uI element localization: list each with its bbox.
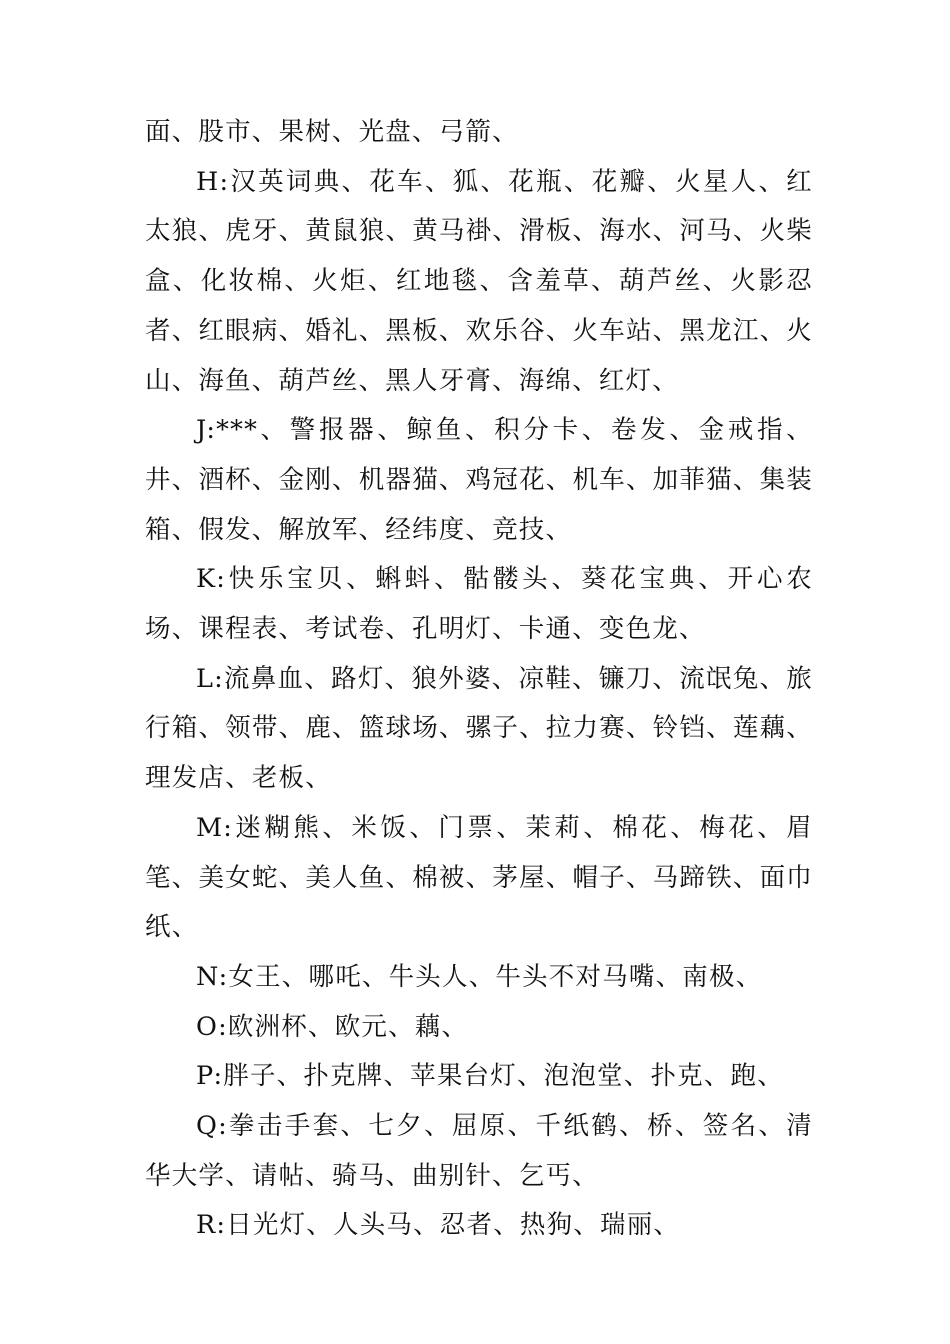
paragraph-letter-r: R:日光灯、人头马、忍者、热狗、瑞丽、	[196, 1210, 681, 1241]
document-body	[145, 108, 813, 1251]
paragraph-letter-n: N:女王、哪吒、牛头人、牛头不对马嘴、南极、	[196, 961, 763, 992]
paragraph-letter-o: O:欧洲杯、欧元、藕、	[196, 1011, 469, 1042]
paragraph-letter-j: J:***、警报器、鲸鱼、积分卡、卷发、金戒指、井、酒杯、金刚、机器猫、鸡冠花、机车、加菲猫、集装箱、假发、解放军、经纬度、竞技、	[145, 415, 813, 545]
paragraph-letter-k: K:快乐宝贝、蝌蚪、骷髅头、葵花宝典、开心农场、课程表、考试卷、孔明灯、卡通、变色龙、	[145, 564, 813, 645]
paragraph-letter-l: L:流鼻血、路灯、狼外婆、凉鞋、镰刀、流氓兔、旅行箱、领带、鹿、篮球场、骡子、拉力赛、铃铛、莲藕、理发店、老板、	[145, 663, 813, 794]
paragraph-letter-h: H:汉英词典、花车、狐、花瓶、花瓣、火星人、红太狼、虎牙、黄鼠狼、黄马褂、滑板、海水、河马、火柴盒、化妆棉、火炬、红地毯、含羞草、葫芦丝、火影忍者、红眼病、婚礼、黑板、欢乐谷、火车站、黑龙江、火山、海鱼、葫芦丝、黑人牙膏、海绵、红灯、	[145, 166, 813, 396]
paragraph-continuation: 面、股市、果树、光盘、弓箭、	[145, 117, 519, 147]
paragraph-letter-p: P:胖子、扑克牌、苹果台灯、泡泡堂、扑克、跑、	[196, 1061, 784, 1092]
paragraph-letter-m: M:迷糊熊、米饭、门票、茉莉、棉花、梅花、眉笔、美女蛇、美人鱼、棉被、茅屋、帽子、马蹄铁、面巾纸、	[145, 812, 813, 943]
paragraph-letter-q: Q:拳击手套、七夕、屈原、千纸鹤、桥、签名、清华大学、请帖、骑马、曲别针、乞丐、	[145, 1111, 813, 1191]
